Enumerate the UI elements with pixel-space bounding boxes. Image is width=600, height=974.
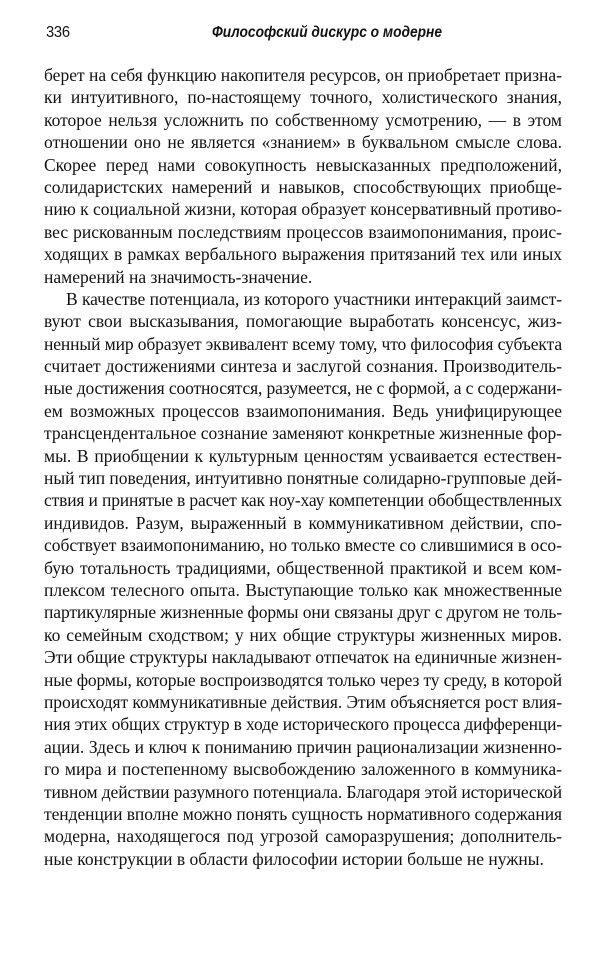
- text-line: трансцендентальное сознание заменяют конкретные жизненные фор-: [44, 423, 562, 444]
- text-line: ации. Здесь и ключ к пониманию причин рационализации жизненно-: [44, 736, 562, 757]
- text-line: мы. В приобщении к культурным ценностям усваивается естествен-: [44, 445, 562, 466]
- text-line: берет на себя функцию накопителя ресурсов, он приобретает призна-: [44, 65, 562, 85]
- text-line: Эти общие структуры накладывают отпечаток на единичные жизнен-: [44, 647, 562, 668]
- text-line: модерна, находящегося под угрозой саморазрушения; дополнитель-: [44, 826, 562, 847]
- text-line: считает достижениями синтеза и заслугой сознания. Производитель-: [44, 356, 562, 377]
- text-line: тивном действии разумного потенциала. Благодаря этой исторической: [44, 781, 562, 802]
- text-line: собствует взаимопониманию, но только вместе со слившимися в осо-: [44, 535, 562, 556]
- text-line: отношении оно не является «знанием» в буквальном смысле слова.: [44, 132, 562, 153]
- text-line: ненный мир образует эквивалент всему тому, что философия субъекта: [44, 333, 562, 354]
- text-line: ния этих общих структур в ходе исторического процесса дифференци-: [44, 714, 562, 735]
- text-line: ки интуитивного, по-настоящему точного, холистического знания,: [44, 87, 562, 108]
- text-line: происходят коммуникативные действия. Этим объясняется рост влия-: [44, 691, 562, 712]
- text-line: намерений на значимость-значение.: [44, 266, 313, 287]
- page-number: 336: [46, 24, 70, 41]
- text-line: партикулярные жизненные формы они связаны друг с другом не толь-: [44, 602, 562, 623]
- text-line: вес рискованным последствиям процессов взаимопонимания, проис-: [44, 221, 562, 242]
- text-line: ходящих в рамках вербального выражения притязаний тех или иных: [44, 244, 562, 265]
- text-line: индивидов. Разум, выраженный в коммуникативном действии, спо-: [44, 512, 562, 533]
- paragraph: [44, 64, 562, 288]
- text-line: нию к социальной жизни, которая образует консервативный противо-: [44, 199, 562, 220]
- text-line: ные достижения соотносятся, разумеется, не с формой, а с содержани-: [44, 378, 562, 399]
- text-line: ный тип поведения, интуитивно понятные солидарно-групповые дей-: [44, 468, 562, 489]
- text-line: ем возможных процессов взаимопонимания. Ведь унифицирующее: [44, 400, 562, 421]
- body-text: [44, 64, 562, 870]
- paragraph: [44, 288, 562, 870]
- text-line: плексом телесного опыта. Выступающие только как множественные: [44, 579, 562, 600]
- text-line: го мира и постепенному высвобождению заложенного в коммуника-: [44, 759, 562, 780]
- text-line: ствия и принятые в расчет как ноу-хау компетенции обобществленных: [44, 490, 562, 511]
- page-header: [46, 24, 560, 50]
- text-line: ные формы, которые воспроизводятся только через ту среду, в которой: [44, 669, 562, 690]
- text-line: солидаристских намерений и навыков, способствующих приобще-: [44, 176, 562, 197]
- text-line: ко семейным сходством; у них общие структуры жизненных миров.: [44, 624, 562, 645]
- text-line: Скорее перед нами совокупность невысказанных предположений,: [44, 154, 562, 175]
- text-line: вуют свои высказывания, помогающие выработать консенсус, жиз-: [44, 311, 562, 332]
- running-head: Философский дискурс о модерне: [212, 24, 443, 41]
- text-line: ные конструкции в области философии истории больше не нужны.: [44, 848, 544, 869]
- text-line: бую тотальность традициями, общественной практикой и всем ком-: [44, 557, 562, 578]
- text-line: тенденции вполне можно понять сущность нормативного содержания: [44, 803, 562, 824]
- text-line: В качестве потенциала, из которого участники интеракций заимст-: [66, 288, 562, 309]
- text-line: которое нельзя усложнить по собственному усмотрению, — в этом: [44, 109, 562, 130]
